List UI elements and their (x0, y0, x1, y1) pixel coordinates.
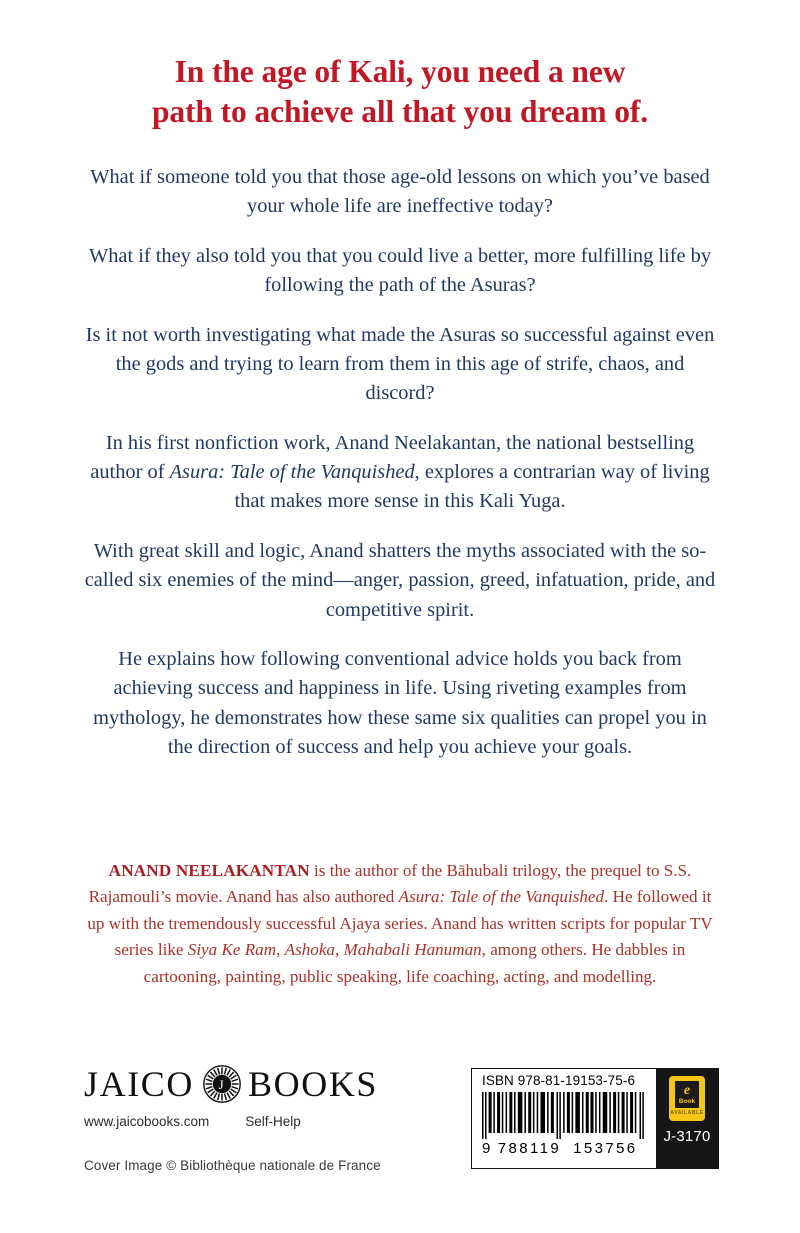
ebook-available-label: AVAILABLE (670, 1110, 704, 1116)
book-title-asura: Asura: Tale of the Vanquished (169, 461, 415, 483)
ebook-book-label: Book (678, 1097, 696, 1105)
ebook-available-badge-icon (669, 1076, 705, 1121)
blurb-text-after: , explores a contrarian way of living that makes more sense in this Kali Yuga. (234, 461, 710, 513)
headline-line-2: path to achieve all that you dream of. (151, 94, 649, 129)
bio-title-mahabali-hanuman: Mahabali Hanuman (343, 940, 482, 960)
barcode-area (472, 1069, 656, 1168)
ebook-e-glyph: e (683, 1082, 691, 1098)
bio-title-ashoka: Ashoka (284, 940, 335, 960)
svg-text:J: J (218, 1077, 226, 1092)
bio-segment-4: , (334, 940, 344, 960)
blurb-paragraph: With great skill and logic, Anand shatters the myths associated with the so-called six enemies of the mind—anger, passion, greed, infatuation, pride, and competitive spirit. (84, 539, 716, 621)
isbn-label: ISBN 978-81-19153-75-6 (482, 1073, 636, 1088)
page-title (60, 52, 740, 132)
book-category: Self-Help (245, 1114, 301, 1129)
bio-segment-3: , (276, 940, 285, 960)
barcode-bars-icon (482, 1092, 648, 1139)
publisher-block (84, 1062, 414, 1129)
author-bio (84, 858, 716, 990)
barcode-block (471, 1068, 719, 1169)
blurb-paragraph (84, 429, 716, 517)
blurb-body (84, 163, 716, 762)
author-name: ANAND NEELAKANTAN (108, 861, 310, 880)
bio-title-siya-ke-ram: Siya Ke Ram (187, 940, 277, 960)
bio-title-asura: Asura: Tale of the Vanquished (398, 887, 605, 907)
headline-line-1: In the age of Kali, you need a new (174, 54, 626, 89)
publisher-logo (84, 1062, 414, 1106)
blurb-paragraph: What if someone told you that those age-old lessons on which you’ve based your whole life are ineffective today? (90, 166, 710, 218)
publisher-meta (84, 1114, 414, 1129)
blurb-paragraph: What if they also told you that you could live a better, more fulfilling life by following the path of the Asuras? (88, 244, 712, 297)
barcode-digits-right: 153756 (573, 1139, 638, 1157)
bio-segment-1: is the author of the Bāhubali trilogy, the prequel to S.S. Rajamouli’s movie. Anand has also authored (88, 861, 692, 907)
barcode-digits-left: 788119 (497, 1139, 562, 1157)
publisher-word-books: BOOKS (248, 1064, 379, 1104)
publisher-website[interactable]: www.jaicobooks.com (84, 1114, 210, 1129)
barcode-digit-lead: 9 (482, 1139, 493, 1157)
sunburst-logo-icon (203, 1065, 241, 1103)
blurb-paragraph: Is it not worth investigating what made the Asuras so successful against even the gods and trying to learn from them in this age of strife, chaos, and discord? (85, 323, 715, 405)
blurb-paragraph: He explains how following conventional advice holds you back from achieving success and happiness in life. Using riveting examples from mythology, he demonstrates how these same six qualities can propel you in the direction of success and help you achieve your goals. (93, 647, 707, 758)
blurb-text-before: In his first nonfiction work, Anand Neelakantan, the national bestselling author of (90, 431, 695, 483)
publisher-word-jaico: JAICO (84, 1064, 195, 1104)
jaico-code: J-3170 (663, 1128, 711, 1145)
ebook-badge-inner (675, 1081, 699, 1108)
barcode-digits (482, 1140, 648, 1157)
ebook-panel (656, 1069, 718, 1168)
bio-segment-2: . He followed it up with the tremendously successful Ajaya series. Anand has written scripts for popular TV series like (87, 887, 713, 960)
bio-segment-5: , among others. He dabbles in cartooning, painting, public speaking, life coaching, acting, and modelling. (143, 940, 686, 986)
cover-image-credit: Cover Image © Bibliothèque nationale de France (84, 1158, 381, 1173)
